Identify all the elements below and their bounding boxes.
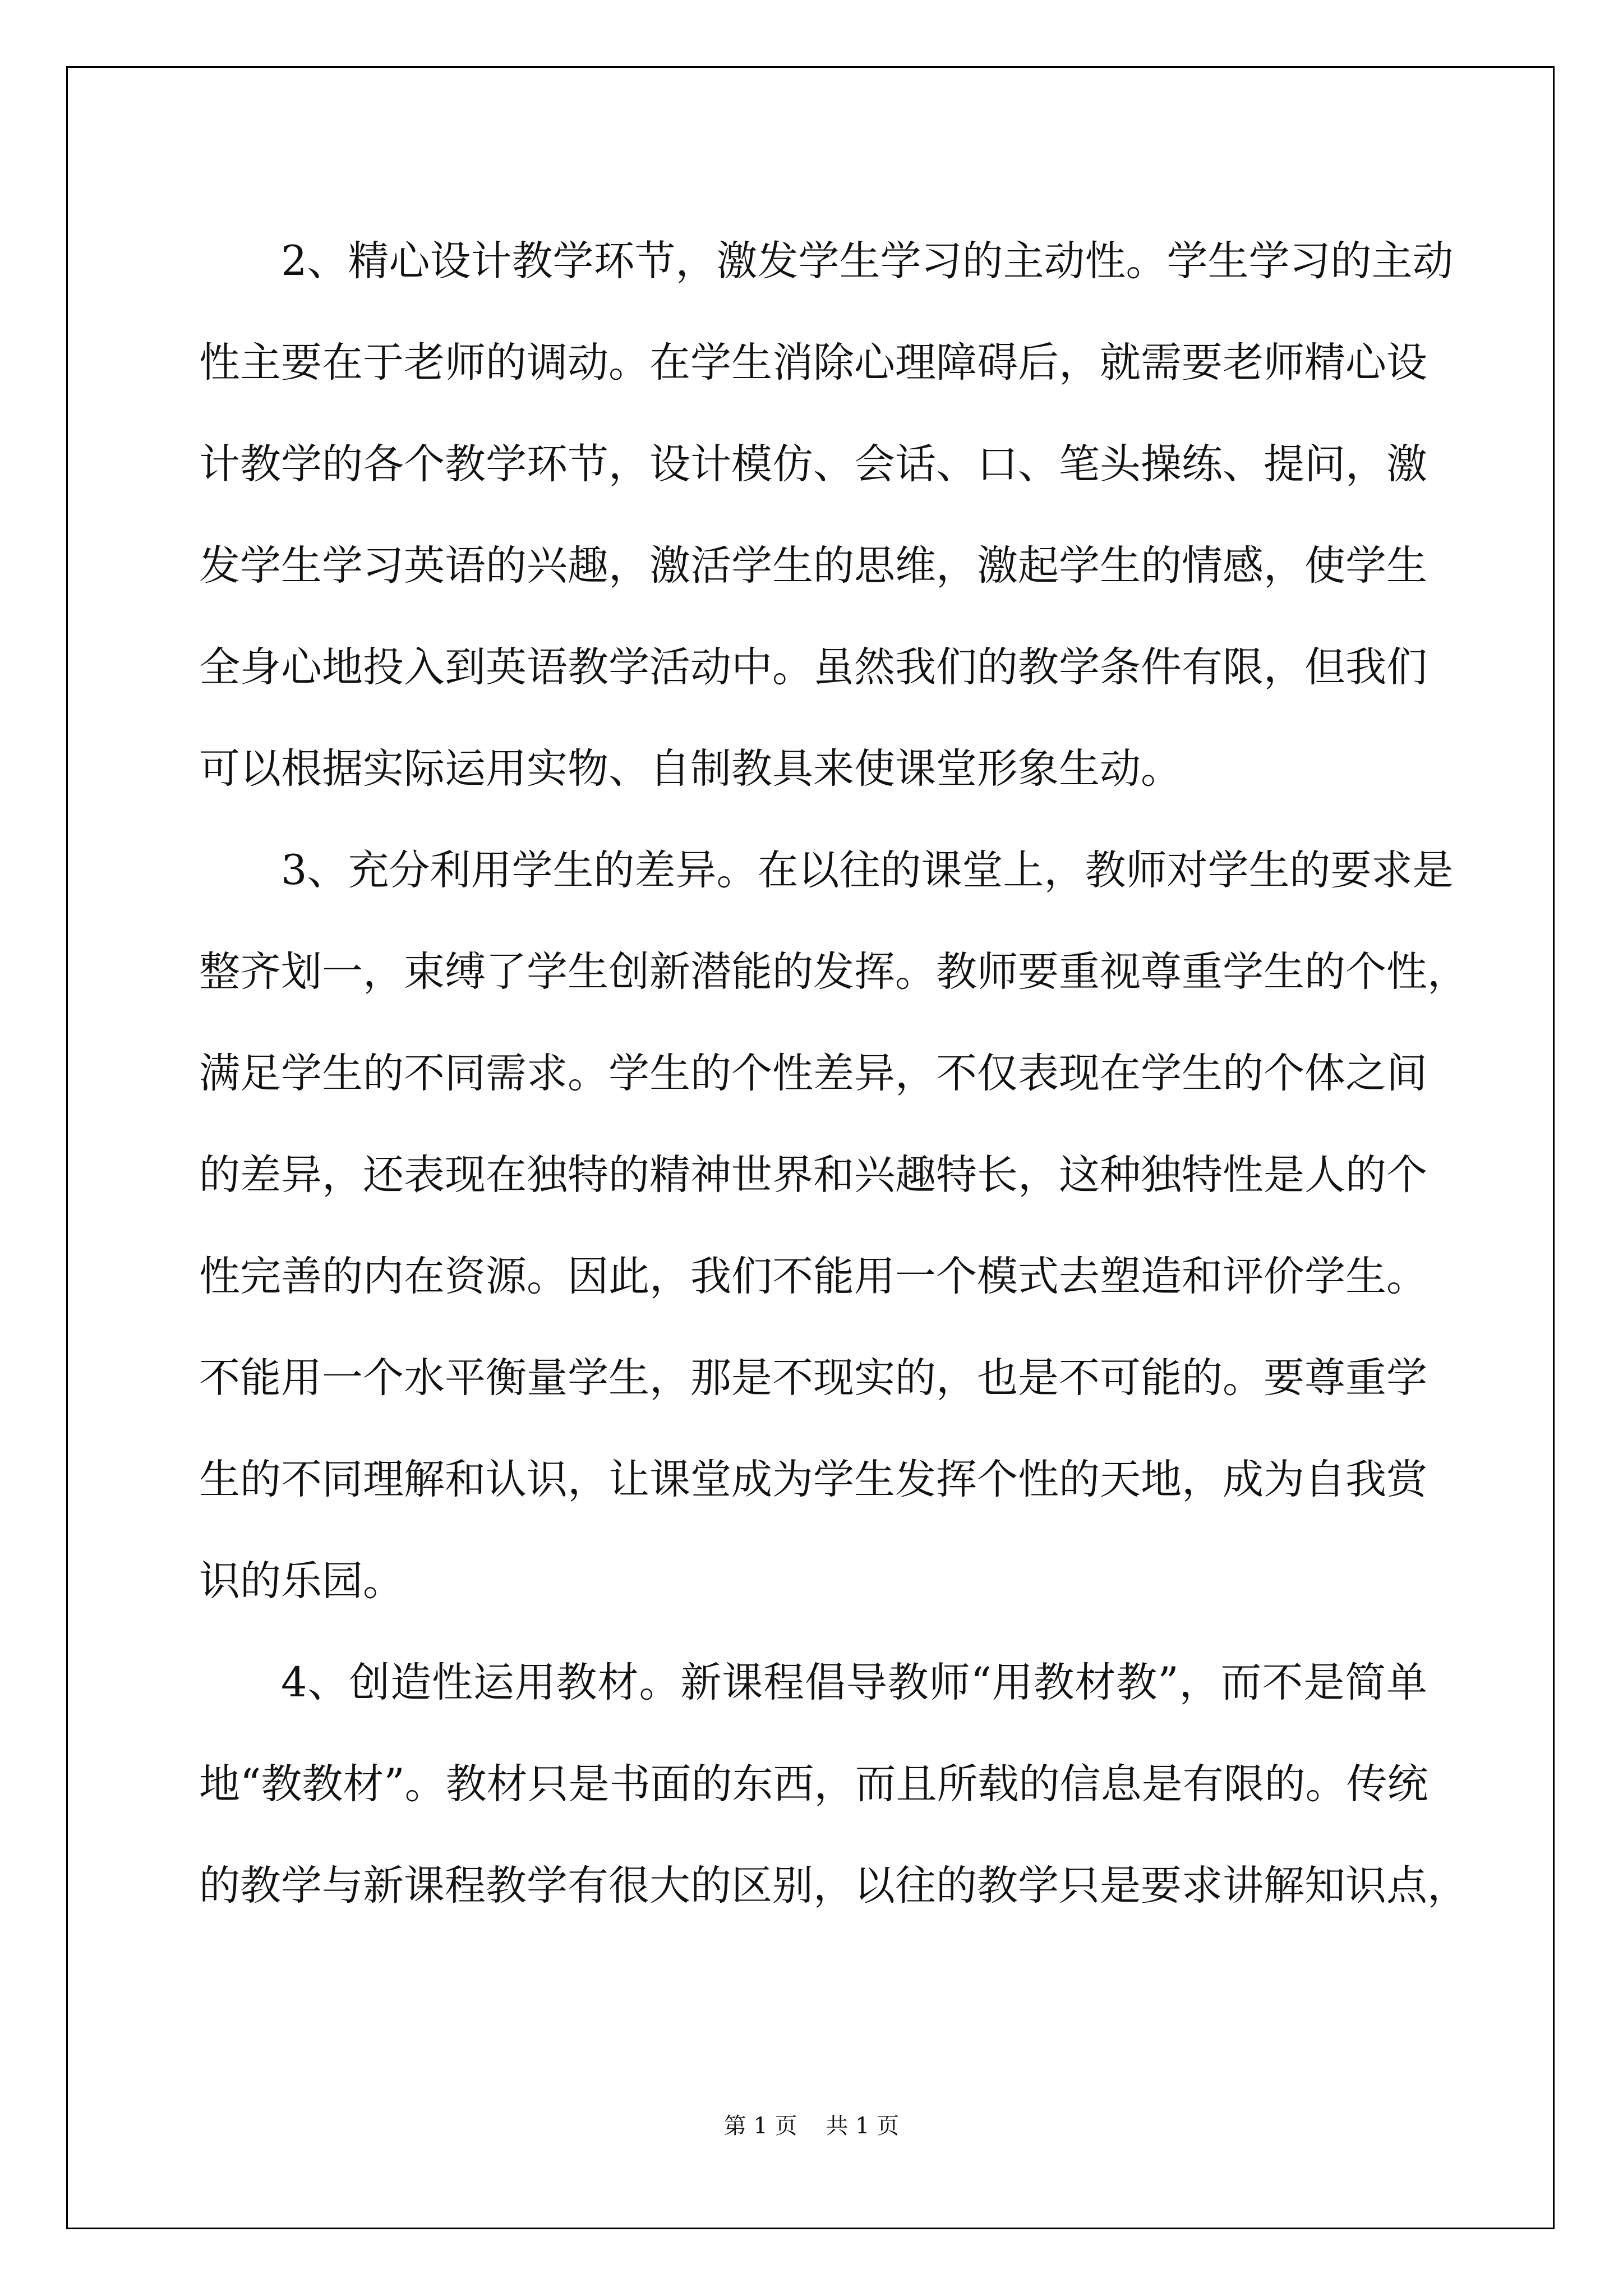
text-line: 性主要在于老师的调动。在学生消除心理障碍后，就需要老师精心设	[199, 339, 1427, 386]
text-line: 3、充分利用学生的差异。在以往的课堂上，教师对学生的要求是	[281, 846, 1454, 894]
text-line: 不能用一个水平衡量学生，那是不现实的，也是不可能的。要尊重学	[199, 1354, 1427, 1402]
text-line: 满足学生的不同需求。学生的个性差异，不仅表现在学生的个体之间	[199, 1050, 1427, 1097]
text-line: 性完善的内在资源。因此，我们不能用一个模式去塑造和评价学生。	[199, 1253, 1427, 1300]
text-line: 的教学与新课程教学有很大的区别，以往的教学只是要求讲解知识点，	[199, 1862, 1468, 1910]
text-line: 发学生学习英语的兴趣，激活学生的思维，激起学生的情感，使学生	[199, 542, 1427, 590]
text-line: 4、创造性运用教材。新课程倡导教师“用教材教”，而不是简单	[281, 1659, 1427, 1706]
text-line: 地“教教材”。教材只是书面的东西，而且所载的信息是有限的。传统	[199, 1760, 1428, 1808]
text-line: 2、精心设计教学环节，激发学生学习的主动性。学生学习的主动	[281, 237, 1454, 285]
text-line: 整齐划一，束缚了学生创新潜能的发挥。教师要重视尊重学生的个性，	[199, 948, 1468, 996]
text-line: 的差异，还表现在独特的精神世界和兴趣特长，这种独特性是人的个	[199, 1151, 1427, 1199]
document-body	[199, 210, 1468, 1936]
text-line: 生的不同理解和认识，让课堂成为学生发挥个性的天地，成为自我赏	[199, 1456, 1427, 1503]
text-line: 计教学的各个教学环节，设计模仿、会话、口、笔头操练、提问，激	[199, 440, 1427, 488]
page-footer: 第 1 页 共 1 页	[723, 2113, 900, 2139]
text-line: 识的乐园。	[199, 1557, 404, 1605]
text-line: 全身心地投入到英语教学活动中。虽然我们的教学条件有限，但我们	[199, 643, 1427, 691]
text-line: 可以根据实际运用实物、自制教具来使课堂形象生动。	[199, 745, 1182, 793]
